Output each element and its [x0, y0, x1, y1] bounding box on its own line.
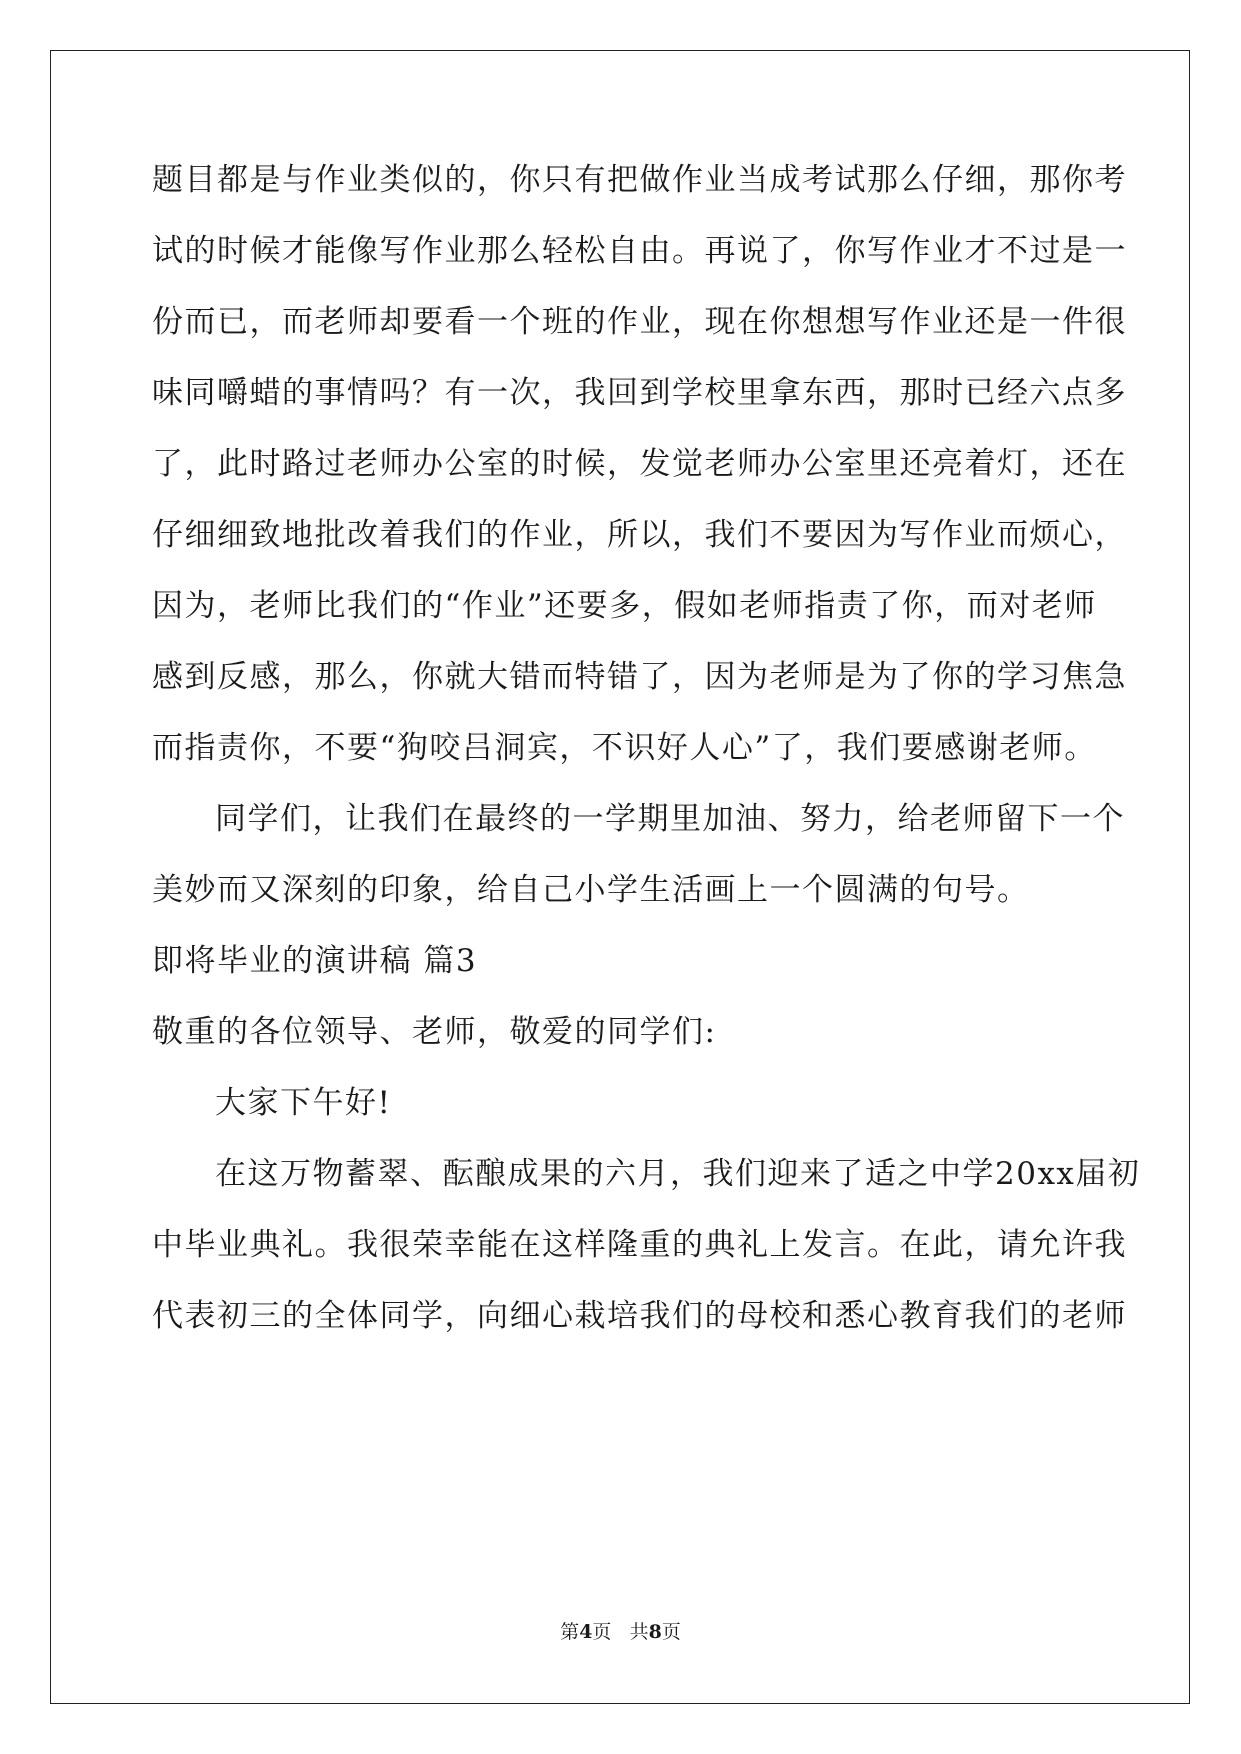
text-line: 题目都是与作业类似的，你只有把做作业当成考试那么仔细，那你考 [152, 162, 1127, 198]
text-line: 中毕业典礼。我很荣幸能在这样隆重的典礼上发言。在此，请允许我 [152, 1227, 1127, 1263]
footer-total-suffix: 页 [661, 1621, 681, 1643]
text-line: 份而已，而老师却要看一个班的作业，现在你想想写作业还是一件很 [152, 304, 1127, 340]
text-line: 感到反感，那么，你就大错而特错了，因为老师是为了你的学习焦急 [152, 659, 1127, 695]
text-line: 试的时候才能像写作业那么轻松自由。再说了，你写作业才不过是一 [152, 233, 1127, 269]
total-pages-number: 8 [648, 1621, 662, 1643]
section-heading: 即将毕业的演讲稿 篇3 [152, 943, 478, 979]
greeting: 大家下午好! [215, 1085, 392, 1121]
text-line: 美妙而又深刻的印象，给自己小学生活画上一个圆满的句号。 [152, 872, 1030, 908]
text-line: 仔细细致地批改着我们的作业，所以，我们不要因为写作业而烦心， [152, 517, 1127, 553]
page-footer [0, 1620, 1241, 1644]
text-line: 同学们，让我们在最终的一学期里加油、努力，给老师留下一个 [215, 801, 1125, 837]
footer-page-suffix: 页 [592, 1621, 612, 1643]
footer-total-prefix: 共 [629, 1621, 649, 1643]
text-line: 而指责你，不要“狗咬吕洞宾，不识好人心”了，我们要感谢老师。 [152, 730, 1097, 766]
document-body [152, 160, 1141, 1367]
text-line: 因为，老师比我们的“作业”还要多，假如老师指责了你，而对老师 [152, 588, 1097, 624]
text-line: 味同嚼蜡的事情吗？有一次，我回到学校里拿东西，那时已经六点多 [152, 375, 1127, 411]
text-line: 代表初三的全体同学，向细心栽培我们的母校和悉心教育我们的老师 [152, 1298, 1127, 1334]
text-line: 在这万物蓄翠、酝酿成果的六月，我们迎来了适之中学20xx届初 [215, 1156, 1141, 1192]
text-line: 了，此时路过老师办公室的时候，发觉老师办公室里还亮着灯，还在 [152, 446, 1127, 482]
footer-prefix: 第 [560, 1621, 580, 1643]
salutation: 敬重的各位领导、老师，敬爱的同学们: [152, 1014, 717, 1050]
current-page-number: 4 [579, 1621, 593, 1643]
